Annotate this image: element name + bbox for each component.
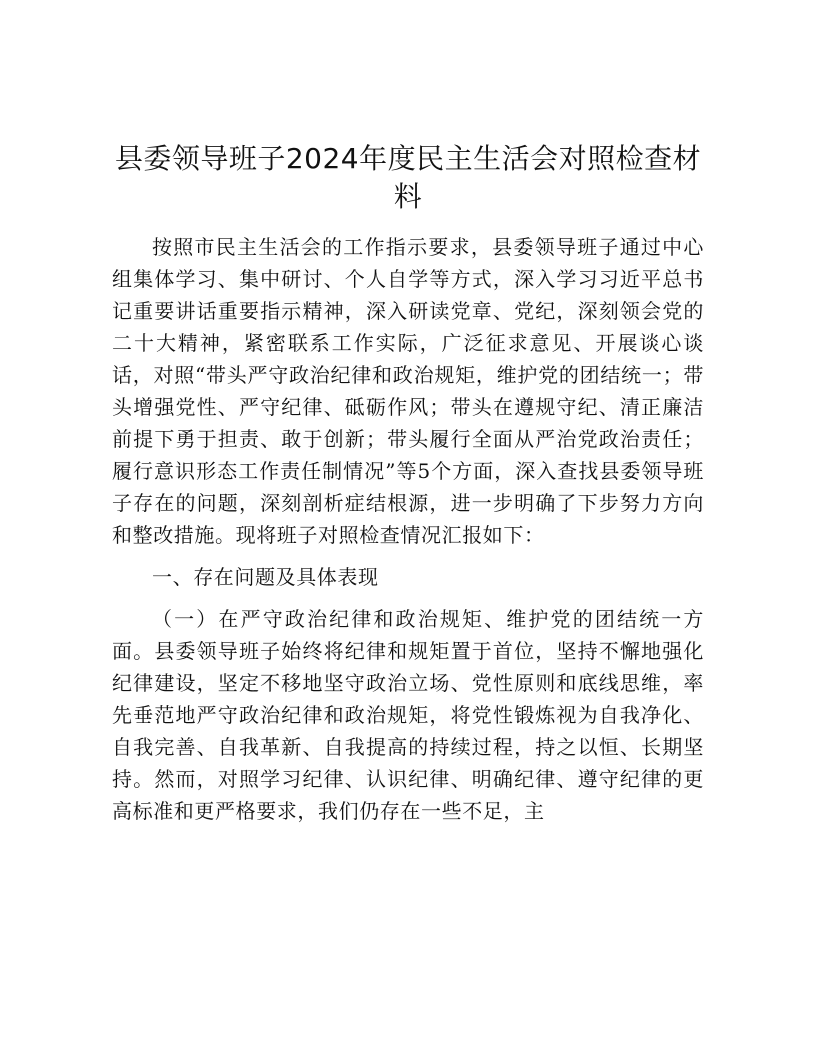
section-heading: 一、存在问题及具体表现	[152, 565, 379, 589]
intro-paragraph: 按照市民主生活会的工作指示要求，县委领导班子通过中心组集体学习、集中研讨、个人自学等方式，深入学习习近平总书记重要讲话重要指示精神，深入研读党章、党纪，深刻领会党的二十大精神，紧密联系工作实际，广泛征求意见、开展谈心谈话，对照“带头严守政治纪律和政治规矩，维护党的团结统一；带头增强党性、严守纪律、砥砺作风；带头在遵规守纪、清正廉洁前提下勇于担责、敢于创新；带头履行全面从严治党政治责任；履行意识形态工作责任制情况”等5个方面，深入查找县委领导班子存在的问题，深刻剖析症结根源，进一步明确了下步努力方向和整改措施。现将班子对照检查情况汇报如下：	[112, 235, 704, 547]
document-body	[112, 231, 704, 827]
subsection-paragraph: （一）在严守政治纪律和政治规矩、维护党的团结统一方面。县委领导班子始终将纪律和规矩置于首位，坚持不懈地强化纪律建设，坚定不移地坚守政治立场、党性原则和底线思维，率先垂范地严守政治纪律和政治规矩，将党性锻炼视为自我净化、自我完善、自我革新、自我提高的持续过程，持之以恒、长期坚持。然而，对照学习纪律、认识纪律、明确纪律、遵守纪律的更高标准和更严格要求，我们仍存在一些不足，主	[112, 607, 704, 823]
document-title: 县委领导班子2024年度民主生活会对照检查材料	[114, 142, 702, 213]
